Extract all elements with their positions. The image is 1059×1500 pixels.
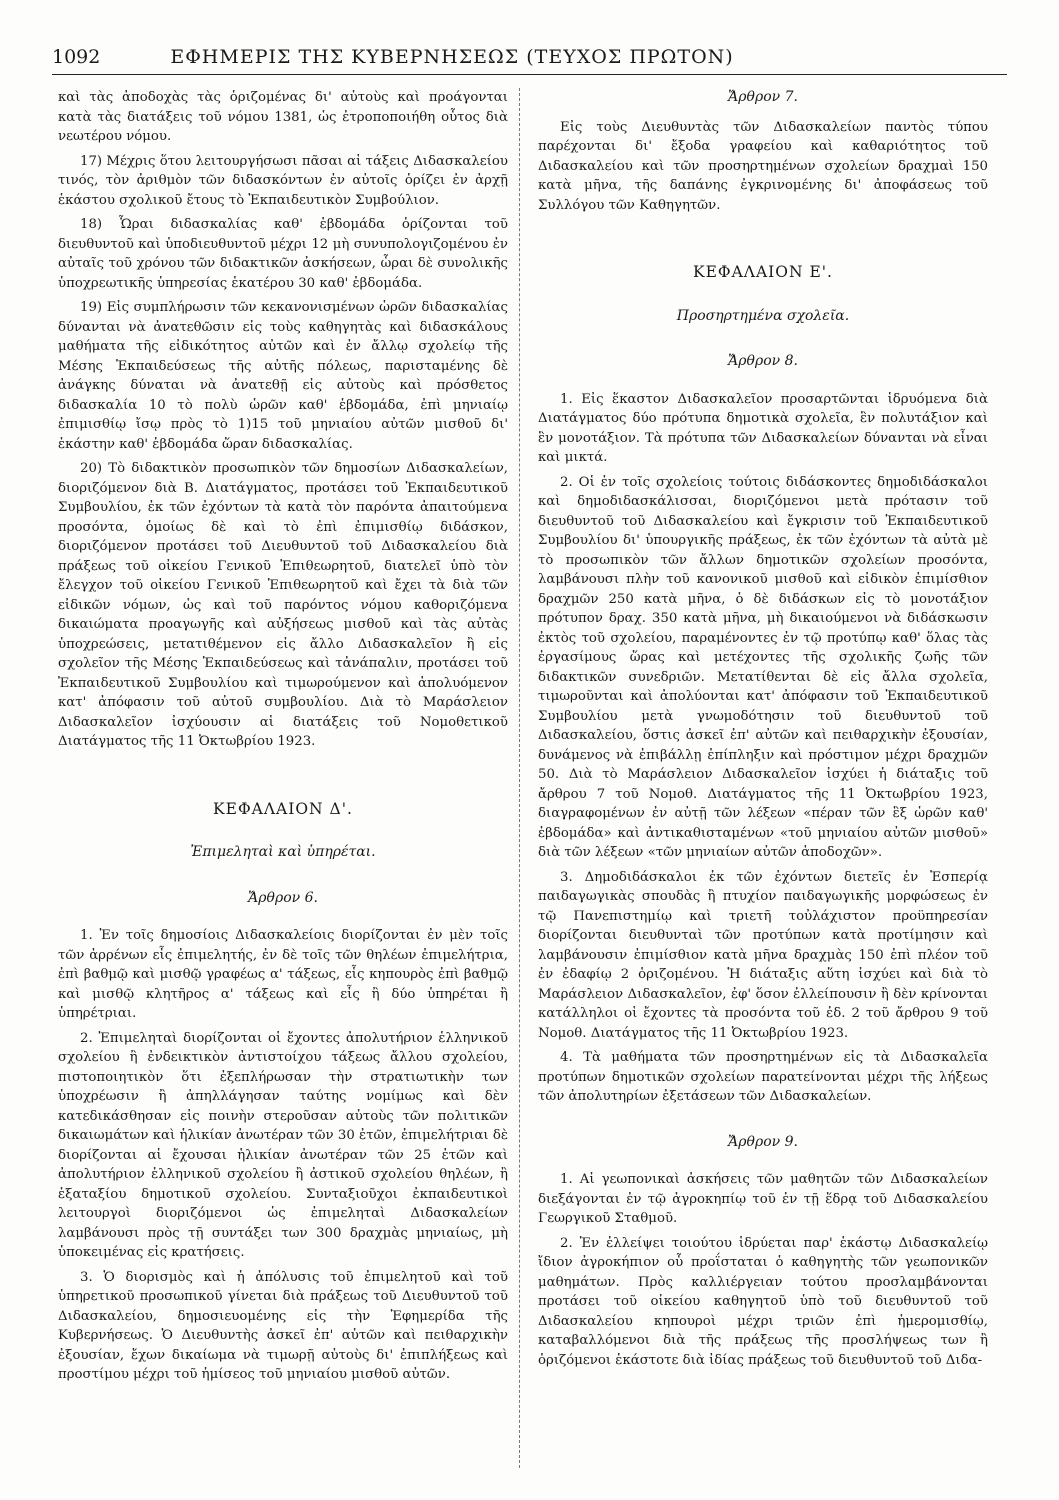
chapter-subtitle-e: Προσηρτημένα σχολεῖα. — [676, 307, 850, 324]
running-title: ΕΦΗΜΕΡΙΣ ΤΗΣ ΚΥΒΕΡΝΗΣΕΩΣ (ΤΕΥΧΟΣ ΠΡΩΤΟΝ) — [170, 46, 734, 68]
article-6-paragraph-1: 1. Ἐν τοῖς δημοσίοις Διδασκαλείοις διορίζονται ἐν μὲν τοῖς τῶν ἀρρένων εἷς ἐπιμελητής, ἐν δὲ τοῖς τῶν θηλέων ἐπιμελήτρια, ἐπὶ βαθμῷ καὶ μισθῷ γραφέως α' τάξεως, εἷς κηπουρὸς ἐπὶ βαθμῷ καὶ μισθῷ κλητῆρος α' τάξεως καὶ εἷς ἢ δύο ὑπηρέται ἢ ὑπηρέτριαι. — [58, 928, 508, 1021]
paragraph-18: 18) Ὧραι διδασκαλίας καθ' ἑβδομάδα ὁρίζονται τοῦ διευθυντοῦ καὶ ὑποδιευθυντοῦ μέχρι 12 μὴ συνυπολογιζομένου ἐν αὐταῖς τοῦ χρόνου τῶν διδακτικῶν ἀσκήσεων, ὧραι δὲ συνολικῆς ὑποχρεωτικῆς ὑπηρεσίας ἑκατέρου 30 καθ' ἑβδομάδα. — [58, 217, 508, 291]
column-divider — [519, 88, 520, 1468]
article-6-paragraph-3: 3. Ὁ διορισμὸς καὶ ἡ ἀπόλυσις τοῦ ἐπιμελητοῦ καὶ τοῦ ὑπηρετικοῦ προσωπικοῦ γίνεται διὰ πράξεως τοῦ Διευθυντοῦ τοῦ Διδασκαλείου, δημοσιευομένης εἰς τὴν Ἐφημερίδα τῆς Κυβερνήσεως. Ὁ Διευθυντὴς ἀσκεῖ ἐπ' αὐτῶν καὶ πειθαρχικὴν ἐξουσίαν, ἔχων δικαίωμα νὰ τιμωρῇ αὐτοὺς δι' ἐπιπλήξεως καὶ προστίμου μέχρι τοῦ ἡμίσεος τοῦ μηνιαίου μισθοῦ αὐτῶν. — [58, 1269, 508, 1382]
paragraph-17: 17) Μέχρις ὅτου λειτουργήσωσι πᾶσαι αἱ τάξεις Διδασκαλείου τινός, τὸν ἀριθμὸν τῶν διδασκόντων ἐν αὐτοῖς ὁρίζει ἐν ἀρχῇ ἑκάστου σχολικοῦ ἔτους τὸ Ἐκπαιδευτικὸν Συμβούλιον. — [58, 153, 508, 208]
chapter-subtitle-d: Ἐπιμεληταὶ καὶ ὑπηρέται. — [190, 844, 376, 860]
chapter-heading-e: ΚΕΦΑΛΑΙΟΝ Ε'. — [692, 263, 833, 281]
article-6-heading: Ἄρθρον 6. — [248, 889, 318, 906]
article-9-heading: Ἄρθρον 9. — [728, 1133, 798, 1150]
article-8-heading: Ἄρθρον 8. — [728, 353, 798, 369]
article-8-paragraph-3: 3. Δημοδιδάσκαλοι ἐκ τῶν ἐχόντων διετεῖς ἐν Ἑσπερίᾳ παιδαγωγικὰς σπουδὰς ἢ πτυχίον παιδαγωγικῆς μορφώσεως ἐν τῷ Πανεπιστημίῳ καὶ τριετῆ τοὐλάχιστον προϋπηρεσίαν διορίζονται διευθυνταὶ τῶν προτύπων κατὰ προτίμησιν καὶ λαμβάνουσιν ἐπιμίσθιον κατὰ μῆνα δραχμὰς 150 ἐπὶ πλέον τοῦ ἐν ἐδαφίῳ 2 ὁριζομένου. Ἡ διάταξις αὕτη ἰσχύει καὶ διὰ τὸ Μαράσλειον Διδασκαλεῖον, ἐφ' ὅσον ἐλλείπουσιν ἢ δὲν κρίνονται κατάλληλοι οἱ ἔχοντες τὰ προσόντα τοῦ ἐδ. 2 τοῦ ἄρθρου 9 τοῦ Νομοθ. Διατάγματος τῆς 11 Ὀκτωβρίου 1923. — [538, 869, 988, 1041]
page-header — [52, 38, 1007, 75]
article-9-paragraph-2: 2. Ἐν ἐλλείψει τοιούτου ἱδρύεται παρ' ἑκάστῳ Διδασκαλείῳ ἴδιον ἀγροκήπιον οὗ προΐσταται ὁ καθηγητὴς τῶν γεωπονικῶν μαθημάτων. Πρὸς καλλιέργειαν τούτου προσλαμβάνονται προτάσει τοῦ οἰκείου καθηγητοῦ ὑπὸ τοῦ διευθυντοῦ τοῦ Διδασκαλείου κηπουροὶ μέχρι τριῶν ἐπὶ ἡμερομισθίῳ, καταβαλλόμενοι διὰ τῆς πράξεως τῆς προσλήψεως των ἢ ὁριζόμενοι ἑκάστοτε διὰ ἰδίας πράξεως τοῦ διευθυντοῦ τοῦ Διδα- — [538, 1235, 988, 1368]
page-number: 1092 — [52, 46, 101, 68]
continued-paragraph: καὶ τὰς ἀποδοχὰς τὰς ὁριζομένας δι' αὐτοὺς καὶ προάγονται κατὰ τὰς διατάξεις τοῦ νόμου 1381, ὡς ἐτροποποιήθη οὗτος διὰ νεωτέρου νόμου. — [58, 90, 508, 144]
article-7-heading: Ἄρθρον 7. — [728, 89, 798, 105]
chapter-heading-d: ΚΕΦΑΛΑΙΟΝ Δ'. — [213, 799, 353, 818]
paragraph-19: 19) Εἰς συμπλήρωσιν τῶν κεκανονισμένων ὡρῶν διδασκαλίας δύνανται νὰ ἀνατεθῶσιν εἰς τοὺς καθηγητὰς καὶ διδασκάλους μαθήματα τῆς εἰδικότητος αὐτῶν καὶ ἐν ἄλλῳ σχολείῳ τῆς Μέσης Ἐκπαιδεύσεως τῆς αὐτῆς πόλεως, παρισταμένης δὲ ἀνάγκης δύναται νὰ ἀνατεθῇ εἰς αὐτοὺς καὶ πρόσθετος διδασκαλία 10 τὸ πολὺ ὡρῶν καθ' ἑβδομάδα, ἐπὶ μηνιαίῳ ἐπιμισθίῳ ἴσῳ πρὸς τὸ 1)15 τοῦ μηνιαίου αὐτῶν μισθοῦ δι' ἑκάστην καθ' ἑβδομάδα ὥραν διδασκαλίας. — [58, 300, 508, 452]
right-column — [538, 88, 988, 1375]
article-6-paragraph-2: 2. Ἐπιμεληταὶ διορίζονται οἱ ἔχοντες ἀπολυτήριον ἑλληνικοῦ σχολείου ἢ ἐνδεικτικὸν ἀντιστοίχου τάξεως ἄλλου σχολείου, πιστοποιητικὸν ὅτι ἐξεπλήρωσαν τὴν στρατιωτικὴν των ὑποχρέωσιν ἢ ἀπηλλάγησαν ταύτης νομίμως καὶ δὲν κατεδικάσθησαν εἰς ποινὴν στεροῦσαν αὐτοὺς τῶν πολιτικῶν δικαιωμάτων καὶ ἡλικίαν ἀνωτέραν τῶν 30 ἐτῶν, ἐπιμελήτριαι δὲ διορίζονται αἱ ἔχουσαι ἡλικίαν ἀνωτέραν τῶν 25 ἐτῶν καὶ ἀπολυτήριον ἑλληνικοῦ σχολείου ἢ ἀστικοῦ σχολείου θηλέων, ἢ ἑξαταξίου δημοτικοῦ σχολείου. Συνταξιοῦχοι ἐκπαιδευτικοὶ λειτουργοὶ διοριζόμενοι ὡς ἐπιμεληταὶ Διδασκαλείων λαμβάνουσι πρὸς τῇ συντάξει των 300 δραχμὰς μηνιαίως, μὴ ὑποκειμένας εἰς κρατήσεις. — [58, 1030, 508, 1260]
article-8-paragraph-2: 2. Οἱ ἐν τοῖς σχολείοις τούτοις διδάσκοντες δημοδιδάσκαλοι καὶ δημοδιδασκάλισσαι, διοριζόμενοι μετὰ πρότασιν τοῦ διευθυντοῦ τοῦ Διδασκαλείου καὶ ἔγκρισιν τοῦ Ἐκπαιδευτικοῦ Συμβουλίου δι' ὑπουργικῆς πράξεως, ἐκ τῶν ἐχόντων τὰ αὐτὰ μὲ τὸ προσωπικὸν τῶν ἄλλων δημοτικῶν σχολείων προσόντα, λαμβάνουσι πλὴν τοῦ κανονικοῦ μισθοῦ καὶ εἰδικὸν ἐπιμίσθιον δραχμῶν 250 κατὰ μῆνα, ὁ δὲ διδάσκων εἰς τὸ μονοτάξιον πρότυπον δραχ. 350 κατὰ μῆνα, μὴ δικαιούμενοι νὰ διδάσκωσιν ἐκτὸς τοῦ σχολείου, παραμένοντες ἐν τῷ προτύπῳ καθ' ὅλας τὰς ἐργασίμους ὥρας καὶ μετέχοντες τῆς σχολικῆς ζωῆς τῶν διδακτικῶν συνεδριῶν. Μετατίθενται δὲ εἰς ἄλλα σχολεῖα, τιμωροῦνται καὶ ἀπολύονται κατ' ἀπόφασιν τοῦ Ἐκπαιδευτικοῦ Συμβουλίου μετὰ γνωμοδότησιν τοῦ διευθυντοῦ τοῦ Διδασκαλείου, ὅστις ἀσκεῖ ἐπ' αὐτῶν καὶ πειθαρχικὴν ἐξουσίαν, δυνάμενος νὰ ἐπιβάλλῃ ἐπίπληξιν καὶ πρόστιμον μέχρι δραχμῶν 50. Διὰ τὸ Μαράσλειον Διδασκαλεῖον ἰσχύει ἡ διάταξις τοῦ ἄρθρου 7 τοῦ Νομοθ. Διατάγματος τῆς 11 Ὀκτωβρίου 1923, διαγραφομένων ἐν αὐτῇ τῶν λέξεων «πέραν τῶν ἓξ ὡρῶν καθ' ἑβδομάδα» καὶ ἀντικαθισταμένων «τοῦ μηνιαίου αὐτῶν μισθοῦ» διὰ τῶν λέξεων «τῶν μηνιαίων αὐτῶν ἀποδοχῶν». — [538, 474, 988, 860]
left-column — [58, 88, 508, 1390]
paragraph-20: 20) Τὸ διδακτικὸν προσωπικὸν τῶν δημοσίων Διδασκαλείων, διοριζόμενον διὰ Β. Διατάγματος, προτάσει τοῦ Ἐκπαιδευτικοῦ Συμβουλίου, ἐκ τῶν ἐχόντων τὰ κατὰ τὸν παρόντα ἀπαιτούμενα προσόντα, ὁμοίως δὲ καὶ τὸ ἐπὶ ἐπιμισθίῳ διδάσκον, διοριζόμενον προτάσει τοῦ Διευθυντοῦ τοῦ Διδασκαλείου διὰ πράξεως τοῦ οἰκείου Γενικοῦ Ἐπιθεωρητοῦ, διατελεῖ ὑπὸ τὸν ἔλεγχον τοῦ οἰκείου Γενικοῦ Ἐπιθεωρητοῦ καὶ ἔχει τὰ διὰ τῶν εἰδικῶν νόμων, ὡς καὶ τοῦ παρόντος νόμου καθοριζόμενα δικαιώματα προαγωγῆς καὶ αὐξήσεως μισθοῦ καὶ τὰς αὐτὰς ὑποχρεώσεις, μετατιθέμενον εἰς ἄλλο Διδασκαλεῖον ἢ εἰς σχολεῖον τῆς Μέσης Ἐκπαιδεύσεως καὶ τἀνάπαλιν, προτάσει τοῦ Ἐκπαιδευτικοῦ Συμβουλίου καὶ τιμωρούμενον καὶ ἀπολυόμενον κατ' ἀπόφασιν τοῦ αὐτοῦ συμβουλίου. Διὰ τὸ Μαράσλειον Διδασκαλεῖον ἰσχύουσιν αἱ διατάξεις τοῦ Νομοθετικοῦ Διατάγματος τῆς 11 Ὀκτωβρίου 1923. — [58, 461, 508, 749]
article-9-paragraph-1: 1. Αἱ γεωπονικαὶ ἀσκήσεις τῶν μαθητῶν τῶν Διδασκαλείων διεξάγονται ἐν τῷ ἀγροκηπίῳ τοῦ ἐν τῇ ἕδρᾳ τοῦ Διδασκαλείου Γεωργικοῦ Σταθμοῦ. — [538, 1172, 988, 1226]
article-8-paragraph-4: 4. Τὰ μαθήματα τῶν προσηρτημένων εἰς τὰ Διδασκαλεῖα προτύπων δημοτικῶν σχολείων παρατείνονται μέχρι τῆς λήξεως τῶν ἀπολυτηρίων ἐξετάσεων τῶν Διδασκαλείων. — [538, 1050, 988, 1104]
article-7-paragraph: Εἰς τοὺς Διευθυντὰς τῶν Διδασκαλείων παντὸς τύπου παρέχονται δι' ἔξοδα γραφείου καὶ καθαριότητος τοῦ Διδασκαλείου καὶ τῶν προσηρτημένων σχολείων δραχμαὶ 150 κατὰ μῆνα, τῆς δαπάνης ἐγκρινομένης δι' ἀποφάσεως τοῦ Συλλόγου τῶν Καθηγητῶν. — [538, 119, 988, 213]
article-8-paragraph-1: 1. Εἰς ἕκαστον Διδασκαλεῖον προσαρτῶνται ἱδρυόμενα διὰ Διατάγματος δύο πρότυπα δημοτικὰ σχολεῖα, ἓν πολυτάξιον καὶ ἓν μονοτάξιον. Τὰ πρότυπα τῶν Διδασκαλείων δύνανται νὰ εἶναι καὶ μικτά. — [538, 391, 988, 465]
